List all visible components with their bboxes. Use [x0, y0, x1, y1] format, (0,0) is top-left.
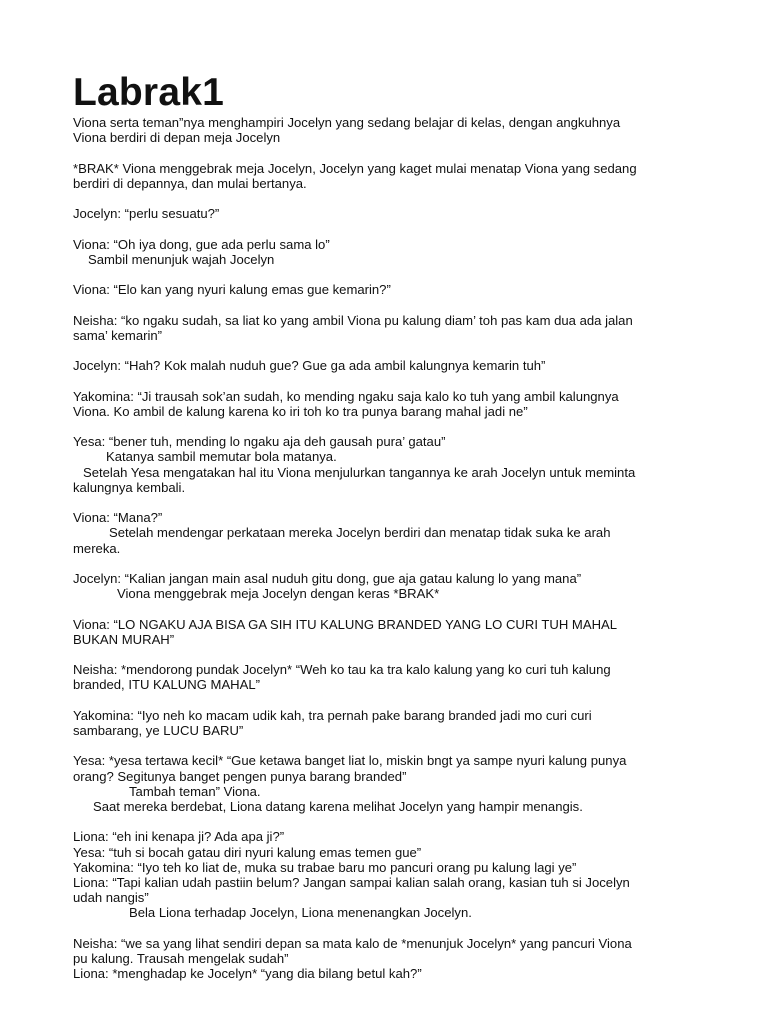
text-line: BUKAN MURAH” [73, 631, 175, 647]
paragraph [73, 936, 723, 982]
text-line: Viona: “Elo kan yang nyuri kalung emas gue kemarin?” [73, 282, 391, 298]
text-line: Liona: *menghadap ke Jocelyn* “yang dia bilang betul kah?” [73, 966, 422, 982]
paragraph [73, 115, 723, 145]
text-line: pu kalung. Trausah mengelak sudah” [73, 950, 289, 966]
text-line: Jocelyn: “perlu sesuatu?” [73, 206, 220, 222]
text-line: Viona. Ko ambil de kalung karena ko iri toh ko tra punya barang mahal jadi ne” [73, 403, 528, 419]
text-line: Yesa: “bener tuh, mending lo ngaku aja deh gausah pura’ gatau” [73, 434, 446, 450]
paragraph [73, 206, 723, 221]
paragraph [73, 389, 723, 419]
text-line: Yakomina: “Ji trausah sok’an sudah, ko mending ngaku saja kalo ko tuh yang ambil kalungnya [73, 388, 619, 404]
text-line: Tambah teman” Viona. [129, 783, 261, 799]
paragraph [73, 358, 723, 373]
text-line: Viona: “LO NGAKU AJA BISA GA SIH ITU KALUNG BRANDED YANG LO CURI TUH MAHAL [73, 616, 618, 632]
paragraph [73, 510, 723, 556]
paragraph [73, 434, 723, 495]
paragraph [73, 161, 723, 191]
text-line: Neisha: “we sa yang lihat sendiri depan sa mata kalo de *menunjuk Jocelyn* yang pancuri Viona [73, 935, 632, 951]
text-line: sama’ kemarin” [73, 327, 163, 343]
paragraph [73, 237, 723, 267]
text-line: kalungnya kembali. [73, 479, 186, 495]
text-line: Neisha: *mendorong pundak Jocelyn* “Weh ko tau ka tra kalo kalung yang ko curi tuh kalung [73, 662, 611, 678]
document-page [73, 72, 723, 981]
text-line: Yakomina: “Iyo teh ko liat de, muka su trabae baru mo pancuri orang pu kalung lagi ye” [73, 859, 577, 875]
text-line: Yesa: “tuh si bocah gatau diri nyuri kalung emas temen gue” [73, 844, 422, 860]
text-line: Yesa: *yesa tertawa kecil* “Gue ketawa banget liat lo, miskin bngt ya sampe nyuri kalung punya [73, 753, 627, 769]
text-line: *BRAK* Viona menggebrak meja Jocelyn, Jocelyn yang kaget mulai menatap Viona yang sedang [73, 160, 637, 176]
text-line: branded, ITU KALUNG MAHAL” [73, 677, 261, 693]
text-line: Saat mereka berdebat, Liona datang karena melihat Jocelyn yang hampir menangis. [93, 798, 583, 814]
text-line: orang? Segitunya banget pengen punya barang branded” [73, 768, 407, 784]
text-line: Sambil menunjuk wajah Jocelyn [88, 251, 275, 267]
paragraph [73, 829, 723, 920]
text-line: Viona menggebrak meja Jocelyn dengan keras *BRAK* [117, 586, 440, 602]
paragraph [73, 313, 723, 343]
text-line: Bela Liona terhadap Jocelyn, Liona menenangkan Jocelyn. [129, 905, 472, 921]
paragraph [73, 708, 723, 738]
text-line: Jocelyn: “Kalian jangan main asal nuduh gitu dong, gue aja gatau kalung lo yang mana” [73, 570, 582, 586]
document-title: Labrak1 [73, 71, 224, 114]
text-line: Viona berdiri di depan meja Jocelyn [73, 130, 281, 146]
text-line: Viona: “Oh iya dong, gue ada perlu sama lo” [73, 236, 330, 252]
text-line: Jocelyn: “Hah? Kok malah nuduh gue? Gue ga ada ambil kalungnya kemarin tuh” [73, 358, 546, 374]
text-line: Viona: “Mana?” [73, 510, 163, 526]
text-line: Liona: “Tapi kalian udah pastiin belum? Jangan sampai kalian salah orang, kasian tuh si Jocelyn [73, 874, 630, 890]
text-line: Viona serta teman”nya menghampiri Jocelyn yang sedang belajar di kelas, dengan angkuhnya [73, 115, 621, 130]
paragraph [73, 662, 723, 692]
text-line: berdiri di depannya, dan mulai bertanya. [73, 175, 307, 191]
text-line: Setelah mendengar perkataan mereka Jocelyn berdiri dan menatap tidak suka ke arah [109, 525, 611, 541]
text-line: Setelah Yesa mengatakan hal itu Viona menjulurkan tangannya ke arah Jocelyn untuk meminta [83, 464, 636, 480]
text-line: udah nangis” [73, 890, 149, 906]
paragraph [73, 282, 723, 297]
text-line: sambarang, ye LUCU BARU” [73, 722, 244, 738]
text-line: Katanya sambil memutar bola matanya. [106, 449, 337, 465]
text-line: Yakomina: “Iyo neh ko macam udik kah, tra pernah pake barang branded jadi mo curi curi [73, 707, 592, 723]
text-line: Liona: “eh ini kenapa ji? Ada apa ji?” [73, 829, 285, 845]
document-body [73, 115, 723, 981]
text-line: Neisha: “ko ngaku sudah, sa liat ko yang ambil Viona pu kalung diam’ toh pas kam dua ada jalan [73, 312, 633, 328]
paragraph [73, 753, 723, 814]
paragraph [73, 571, 723, 601]
text-line: mereka. [73, 540, 121, 556]
paragraph [73, 617, 723, 647]
